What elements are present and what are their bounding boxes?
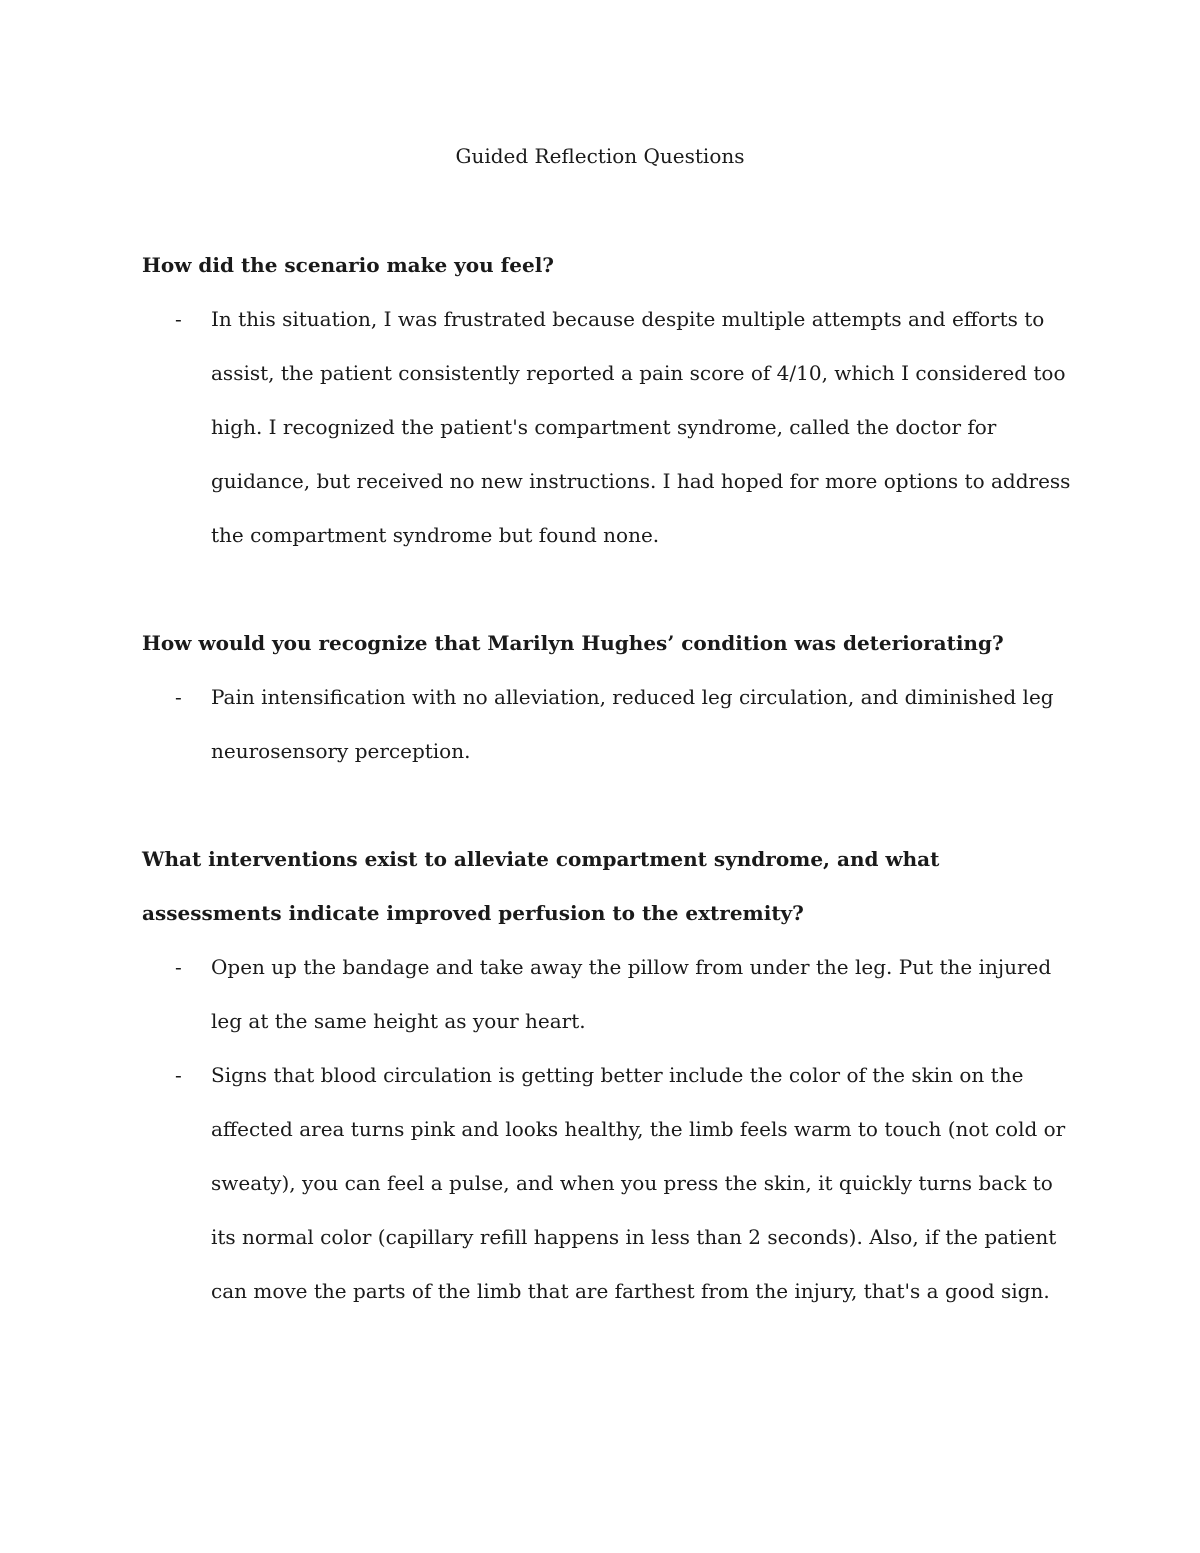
dash-bullet-icon: - (175, 685, 182, 709)
question-deterioration: How would you recognize that Marilyn Hughes’ condition was deteriorating? (142, 631, 1004, 655)
answer-list-deterioration (142, 670, 1072, 778)
dash-bullet-icon: - (175, 955, 182, 979)
answer-list-feelings (142, 292, 1072, 562)
question-interventions: What interventions exist to alleviate compartment syndrome, and what assessments indicate improved perfusion to the extremity? (142, 847, 940, 925)
answer-text: In this situation, I was frustrated because despite multiple attempts and efforts to assist, the patient consistently reported a pain score of 4/10, which I considered too high. I recognized the patient's compartment syndrome, called the doctor for guidance, but received no new instructions. I had hoped for more options to address the compartment syndrome but found none. (211, 307, 1071, 547)
answer-item (142, 292, 1072, 562)
answer-text: Signs that blood circulation is getting better include the color of the skin on the affected area turns pink and looks healthy, the limb feels warm to touch (not cold or sweaty), you can feel a pulse, and when you press the skin, it quickly turns back to its normal color (capillary refill happens in less than 2 seconds). Also, if the patient can move the parts of the limb that are farthest from the injury, that's a good sign. (211, 1063, 1066, 1303)
answer-item (142, 940, 1072, 1048)
answer-text: Open up the bandage and take away the pillow from under the leg. Put the injured leg at the same height as your heart. (211, 955, 1052, 1033)
question-feelings: How did the scenario make you feel? (142, 253, 555, 277)
answer-text: Pain intensification with no alleviation, reduced leg circulation, and diminished leg neurosensory perception. (211, 685, 1054, 763)
answer-list-interventions (142, 940, 1072, 1318)
answer-item (142, 1048, 1072, 1318)
answer-item (142, 670, 1072, 778)
document-title: Guided Reflection Questions (455, 144, 745, 168)
dash-bullet-icon: - (175, 1063, 182, 1087)
dash-bullet-icon: - (175, 307, 182, 331)
